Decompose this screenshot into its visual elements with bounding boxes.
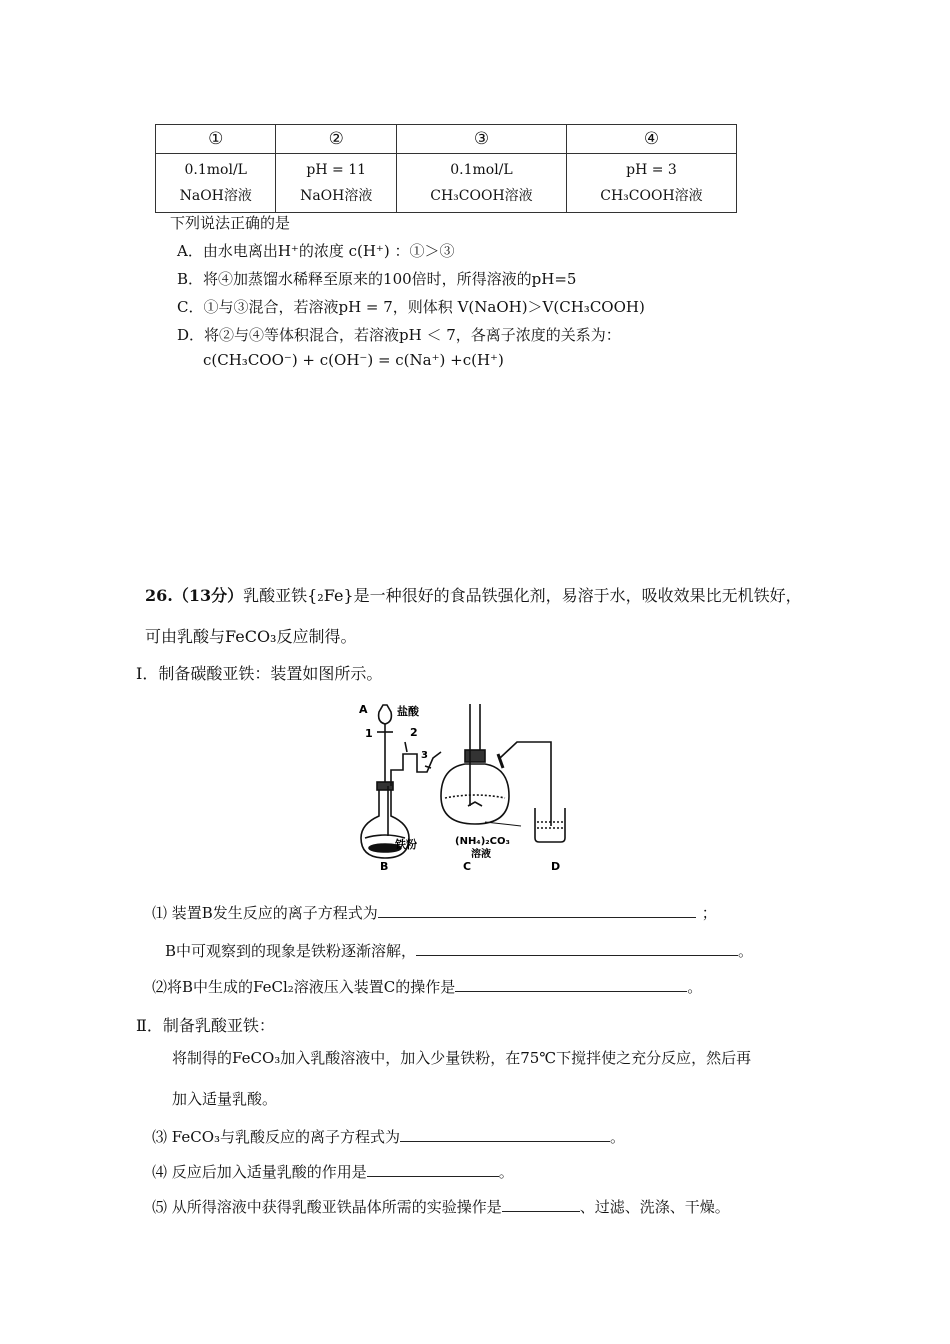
q1b-line — [165, 940, 753, 961]
q25-stem: 下列说法正确的是 — [170, 214, 291, 232]
q2-text: ⑵将B中生成的FeCl₂溶液压入装置C的操作是 — [152, 978, 456, 996]
answer-blank[interactable] — [400, 1127, 610, 1142]
label-b: B — [380, 860, 389, 873]
table-header-cell: ③ — [396, 125, 566, 154]
q5-line — [152, 1196, 730, 1217]
q26-intro-line2: 可由乳酸与FeCO₃反应制得。 — [145, 627, 357, 646]
cell-solution: CH₃COOH溶液 — [430, 188, 533, 204]
q2-line — [152, 976, 702, 997]
q25-option-c: C．①与③混合，若溶液pH = 7，则体积 V(NaOH)＞V(CH₃COOH) — [177, 298, 645, 316]
q5-text: ⑸ 从所得溶液中获得乳酸亚铁晶体所需的实验操作是 — [152, 1198, 502, 1216]
q25-option-d: D．将②与④等体积混合，若溶液pH ＜ 7，各离子浓度的关系为： — [177, 326, 621, 344]
q3-text: ⑶ FeCO₃与乳酸反应的离子方程式为 — [152, 1128, 401, 1146]
q2-end: 。 — [687, 978, 703, 996]
part2-title: Ⅱ．制备乳酸亚铁： — [136, 1016, 275, 1035]
table-cell — [156, 154, 276, 213]
q3-end: 。 — [610, 1128, 626, 1146]
answer-blank[interactable] — [367, 1162, 499, 1177]
solutions-table — [155, 124, 737, 213]
label-valve-2: 2 — [410, 726, 418, 739]
part2-text-line1: 将制得的FeCO₃加入乳酸溶液中，加入少量铁粉，在75℃下搅拌使之充分反应，然后再 — [172, 1049, 752, 1067]
cell-solution: NaOH溶液 — [300, 188, 373, 204]
q1a-text: ⑴ 装置B发生反应的离子方程式为 — [152, 904, 378, 922]
answer-blank[interactable] — [378, 903, 696, 918]
part1-title: I．制备碳酸亚铁：装置如图所示。 — [136, 664, 383, 683]
q3-line — [152, 1126, 625, 1147]
separatory-funnel — [379, 705, 392, 724]
cell-solution: NaOH溶液 — [179, 188, 252, 204]
q25-option-b: B．将④加蒸馏水稀释至原来的100倍时，所得溶液的pH=5 — [177, 270, 577, 288]
q1a-end: ； — [701, 904, 717, 922]
table-header-cell: ① — [156, 125, 276, 154]
label-solution: 溶液 — [471, 849, 491, 860]
table-cell — [396, 154, 566, 213]
cell-concentration: pH = 11 — [306, 162, 367, 178]
label-valve-1: 1 — [365, 727, 373, 740]
q1a-line — [152, 902, 717, 923]
table-row — [156, 154, 737, 213]
apparatus-diagram — [355, 696, 570, 874]
cell-concentration: pH = 3 — [626, 162, 677, 178]
cell-solution: CH₃COOH溶液 — [600, 188, 703, 204]
label-a: A — [359, 703, 368, 716]
label-c: C — [463, 860, 472, 873]
table-header-row — [156, 125, 737, 154]
cell-concentration: 0.1mol/L — [450, 162, 513, 178]
cell-concentration: 0.1mol/L — [184, 162, 247, 178]
label-iron-powder: 铁粉 — [395, 838, 417, 851]
answer-blank[interactable] — [502, 1197, 580, 1212]
q25-option-d-equation: c(CH₃COO⁻) + c(OH⁻) = c(Na⁺) +c(H⁺) — [203, 351, 504, 369]
label-reagent: (NH₄)₂CO₃ — [455, 836, 510, 847]
label-hcl: 盐酸 — [397, 705, 419, 718]
label-d: D — [551, 860, 561, 873]
q26-intro-line1 — [145, 583, 802, 606]
q26-number: 26. — [145, 586, 173, 605]
q4-end: 。 — [498, 1163, 514, 1181]
q26-intro-text: 乳酸亚铁{₂Fe}是一种很好的食品铁强化剂，易溶于水，吸收效果比无机铁好， — [243, 586, 802, 605]
table-cell — [566, 154, 736, 213]
q4-line — [152, 1161, 514, 1182]
part2-text-line2: 加入适量乳酸。 — [172, 1090, 278, 1108]
table-cell — [276, 154, 396, 213]
answer-blank[interactable] — [455, 977, 687, 992]
table-header-cell: ② — [276, 125, 396, 154]
answer-blank[interactable] — [416, 941, 738, 956]
q4-text: ⑷ 反应后加入适量乳酸的作用是 — [152, 1163, 367, 1181]
q25-option-a: A．由水电离出H⁺的浓度 c(H⁺) ：①＞③ — [177, 242, 455, 260]
q26-score: （13分） — [172, 586, 244, 605]
q5-end: 、过滤、洗涤、干燥。 — [579, 1198, 730, 1216]
beaker-d — [535, 808, 565, 842]
table-header-cell: ④ — [566, 125, 736, 154]
q1b-text: B中可观察到的现象是铁粉逐渐溶解， — [165, 942, 417, 960]
q1b-end: 。 — [738, 942, 754, 960]
flask-c — [441, 764, 509, 824]
label-valve-3: 3 — [421, 750, 428, 761]
